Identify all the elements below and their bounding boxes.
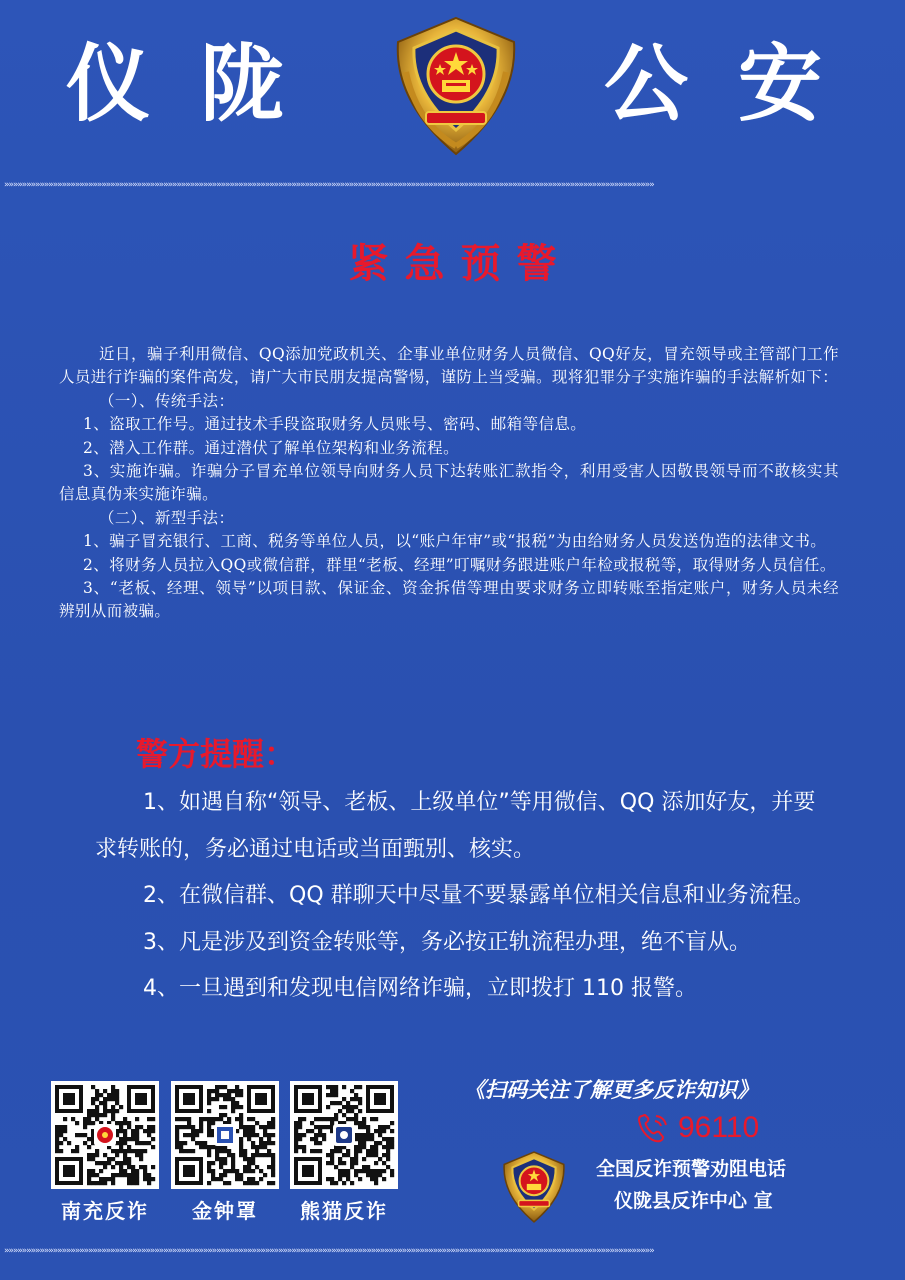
qr-code-icon — [51, 1081, 159, 1189]
analysis-paragraph: 1、盗取工作号。通过技术手段盗取财务人员账号、密码、邮箱等信息。 — [83, 415, 587, 434]
divider-top: »»»»»»»»»»»»»»»»»»»»»»»»»»»»»»»»»»»»»»»»»»»»»»»»»»»»»»»»»»»»»»»»»»»»»»»»»»»»»»»»»»»»»»»»»»»»»»»»»»»»»»»»»»»»»»»»»»»»»»»»»»»»»»»»»»»»»»»»»»»»»»»»»»» — [4, 181, 654, 189]
qr-code-nanchong[interactable] — [51, 1081, 159, 1189]
analysis-paragraph: 1、骗子冒充银行、工商、税务等单位人员，以“账户年审”或“报税”为由给财务人员发送伪造的法律文书。 — [83, 532, 827, 551]
tip-item: 4、一旦遇到和发现电信网络诈骗，立即拨打 110 报警。 — [143, 976, 697, 1001]
header-char-4: 安 — [738, 35, 823, 133]
qr-label: 熊猫反诈 — [300, 1199, 388, 1223]
qr-code-xiongmao[interactable] — [290, 1081, 398, 1189]
analysis-paragraph: 2、潜入工作群。通过潜伏了解单位架构和业务流程。 — [83, 438, 459, 457]
police-emblem-icon — [498, 1149, 570, 1225]
phone-icon — [636, 1112, 670, 1144]
page-title: 紧急预警 — [348, 241, 573, 287]
analysis-paragraph: （一）、传统手法： — [99, 391, 235, 410]
analysis-paragraph: 3、“老板、经理、领导”以项目款、保证金、资金拆借等理由要求财务立即转账至指定账户，财务人员未经辨别从而被骗。 — [59, 579, 839, 621]
qr-code-icon — [290, 1081, 398, 1189]
qr-label: 南充反诈 — [61, 1199, 149, 1223]
divider-bottom: »»»»»»»»»»»»»»»»»»»»»»»»»»»»»»»»»»»»»»»»»»»»»»»»»»»»»»»»»»»»»»»»»»»»»»»»»»»»»»»»»»»»»»»»»»»»»»»»»»»»»»»»»»»»»»»»»»»»»»»»»»»»»»»»»»»»»»»»»»»»»»»»»»» — [4, 1247, 654, 1255]
tip-item: 3、凡是涉及到资金转账等，务必按正轨流程办理，绝不盲从。 — [143, 929, 751, 955]
scan-prompt: 《扫码关注了解更多反诈知识》 — [464, 1078, 758, 1102]
qr-code-jinzhongzhao[interactable] — [171, 1081, 279, 1189]
reminder-tips — [95, 780, 835, 1013]
header-char-2: 陇 — [200, 35, 285, 133]
analysis-paragraph: 3、实施诈骗。诈骗分子冒充单位领导向财务人员下达转账汇款指令，利用受害人因敬畏领导而不敢核实其信息真伪来实施诈骗。 — [59, 462, 839, 504]
qr-label: 金钟罩 — [192, 1199, 258, 1223]
tip-item: 2、在微信群、QQ 群聊天中尽量不要暴露单位相关信息和业务流程。 — [143, 883, 815, 908]
header-char-3: 公 — [604, 35, 689, 133]
analysis-paragraph: 近日，骗子利用微信、QQ添加党政机关、企事业单位财务人员微信、QQ好友，冒充领导或主管部门工作人员进行诈骗的案件高发，请广大市民朋友提高警惕，谨防上当受骗。现将犯罪分子实施诈骗的手法解析如下： — [59, 345, 839, 387]
fraud-analysis — [59, 343, 839, 624]
analysis-paragraph: 2、将财务人员拉入QQ或微信群，群里“老板、经理”叮嘱财务跟进账户年检或报税等，取得财务人员信任。 — [83, 555, 836, 574]
police-emblem-icon — [386, 12, 526, 160]
issuer-caption: 仪陇县反诈中心 宣 — [614, 1190, 773, 1212]
qr-code-icon — [171, 1081, 279, 1189]
hotline-caption: 全国反诈预警劝阻电话 — [596, 1158, 787, 1180]
hotline-number: 96110 — [678, 1111, 760, 1144]
analysis-paragraph: （二）、新型手法： — [99, 508, 235, 527]
tip-item: 1、如遇自称“领导、老板、上级单位”等用微信、QQ 添加好友，并要求转账的，务必通过电话或当面甄别、核实。 — [95, 790, 816, 862]
reminder-heading: 警方提醒： — [136, 735, 297, 773]
header-char-1: 仪 — [66, 35, 151, 133]
